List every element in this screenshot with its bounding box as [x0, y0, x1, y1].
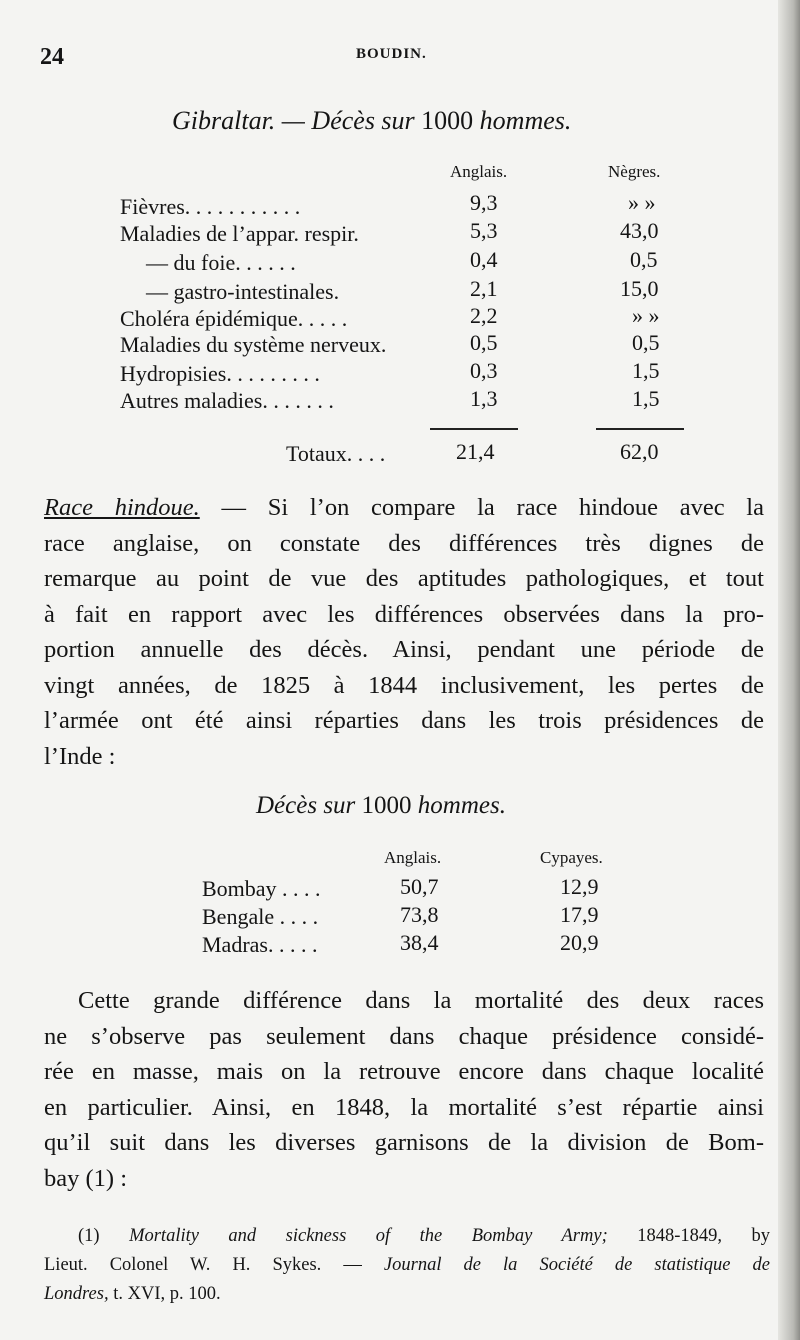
table2-col-anglais: Anglais.: [384, 848, 442, 867]
text-line-rest: — Si l’on compare la race hindoue avec la: [199, 494, 764, 521]
table1-total-label: Totaux. . . .: [286, 441, 386, 466]
footnote-journal: Journal de la Société de statistique de: [383, 1255, 770, 1275]
table1-row-anglais: 0,3: [470, 358, 498, 383]
table2-title-pre: Décès sur: [256, 792, 362, 819]
table1-row-anglais: 1,3: [470, 386, 498, 411]
table2-row-cypayes: 17,9: [560, 902, 599, 927]
text-line: Cette grande différence dans la mortalité des deux races: [78, 987, 764, 1014]
text-line: qu’il suit dans les diverses garnisons de la division de Bom-: [44, 1129, 764, 1156]
table1-title-unit: hommes.: [473, 106, 572, 135]
table1-row-label: Maladies de l’appar. respir.: [120, 221, 359, 246]
table1-row-label: Fièvres. . . . . . . . . . .: [120, 194, 301, 219]
table2-title-unit: hommes.: [411, 792, 506, 819]
table2-row-anglais: 73,8: [400, 902, 439, 927]
table1-title-place: Gibraltar. — Décès sur: [172, 106, 422, 135]
table2-col-cypayes: Cypayes.: [540, 848, 603, 867]
table1-row-anglais: 0,4: [470, 247, 498, 272]
table1-row-negres: 15,0: [620, 276, 659, 301]
table2-row-anglais: 50,7: [400, 874, 439, 899]
table1-row-negres: 1,5: [632, 358, 660, 383]
table2-title: [256, 792, 506, 820]
table1-row-label: Autres maladies. . . . . . .: [120, 388, 334, 413]
table1-col-anglais: Anglais.: [450, 162, 508, 181]
table1-row-negres: » »: [632, 303, 660, 328]
table1-row-anglais: 5,3: [470, 218, 498, 243]
table2-row-cypayes: 12,9: [560, 874, 599, 899]
table1-title: [172, 106, 571, 136]
footnote-line: [44, 1222, 770, 1251]
running-title: BOUDIN.: [356, 46, 427, 62]
table1-total-rule-negres: [596, 428, 684, 430]
table1-total-anglais: 21,4: [456, 439, 495, 464]
footnote-mark: (1): [78, 1226, 130, 1246]
table1-row-negres: 0,5: [630, 247, 658, 272]
text-line: remarque au point de vue des aptitudes pathologiques, et tout: [44, 565, 764, 592]
text-line: ne s’observe pas seulement dans chaque présidence considé-: [44, 1022, 764, 1050]
table2-row-cypayes: 20,9: [560, 930, 599, 955]
table1-row-label: Maladies du système nerveux.: [120, 332, 387, 357]
paragraph-difference-mortalite: [44, 983, 764, 1196]
table1-row-anglais: 0,5: [470, 330, 498, 355]
table2-row-label: Madras. . . . .: [202, 932, 318, 957]
paragraph-race-hindoue: [44, 490, 764, 774]
table1-row-anglais: 2,1: [470, 276, 498, 301]
text-line: l’Inde :: [44, 742, 116, 770]
text-line: bay (1) :: [44, 1164, 127, 1192]
table2-title-number: 1000: [361, 792, 412, 819]
footnote-volume: t. XVI, p. 100.: [108, 1284, 221, 1304]
table1-row-label: Choléra épidémique. . . . .: [120, 306, 348, 331]
table1-row-anglais: 9,3: [470, 190, 498, 215]
footnote-line: [44, 1251, 770, 1280]
table1-row-negres: 43,0: [620, 218, 659, 243]
text-line: race anglaise, on constate des différences très dignes de: [44, 529, 764, 557]
page-edge-shadow: [778, 0, 800, 1340]
table1-col-negres: Nègres.: [608, 162, 661, 181]
footnote-years: 1848-1849, by: [607, 1226, 770, 1246]
text-line: rée en masse, mais on la retrouve encore dans chaque localité: [44, 1058, 764, 1085]
text-line: en particulier. Ainsi, en 1848, la mortalité s’est répartie ainsi: [44, 1093, 764, 1121]
table1-title-number: 1000: [421, 106, 474, 135]
text-line: portion annuelle des décès. Ainsi, pendant une période de: [44, 636, 764, 663]
text-line: l’armée ont été ainsi réparties dans les trois présidences de: [44, 707, 764, 734]
table2-row-anglais: 38,4: [400, 930, 439, 955]
table1-row-anglais: 2,2: [470, 303, 498, 328]
table2-row-label: Bengale . . . .: [202, 904, 319, 929]
table1-row-negres: » »: [628, 190, 656, 215]
text-line: [44, 490, 764, 526]
text-line: à fait en rapport avec les différences observées dans la pro-: [44, 600, 764, 628]
table1-total-rule-anglais: [430, 428, 518, 430]
table1-row-label: — du foie. . . . . .: [146, 250, 296, 275]
footnote-journal-city: Londres,: [44, 1284, 109, 1304]
table1-row-negres: 0,5: [632, 330, 660, 355]
footnote-work-title: Mortality and sickness of the Bombay Army;: [129, 1226, 608, 1246]
table2-row-label: Bombay . . . .: [202, 876, 321, 901]
footnote-line: [44, 1280, 770, 1309]
running-header: [40, 40, 740, 70]
text-line: vingt années, de 1825 à 1844 inclusivement, les pertes de: [44, 671, 764, 699]
table1-row-label: Hydropisies. . . . . . . . .: [120, 361, 320, 386]
footnote: [44, 1222, 770, 1309]
footnote-author: Lieut. Colonel W. H. Sykes. —: [44, 1255, 384, 1275]
page-number: 24: [40, 44, 64, 70]
table1-total-negres: 62,0: [620, 439, 659, 464]
table1-row-label: — gastro-intestinales.: [146, 279, 340, 304]
section-lead: Race hindoue.: [44, 494, 200, 521]
table1-row-negres: 1,5: [632, 386, 660, 411]
